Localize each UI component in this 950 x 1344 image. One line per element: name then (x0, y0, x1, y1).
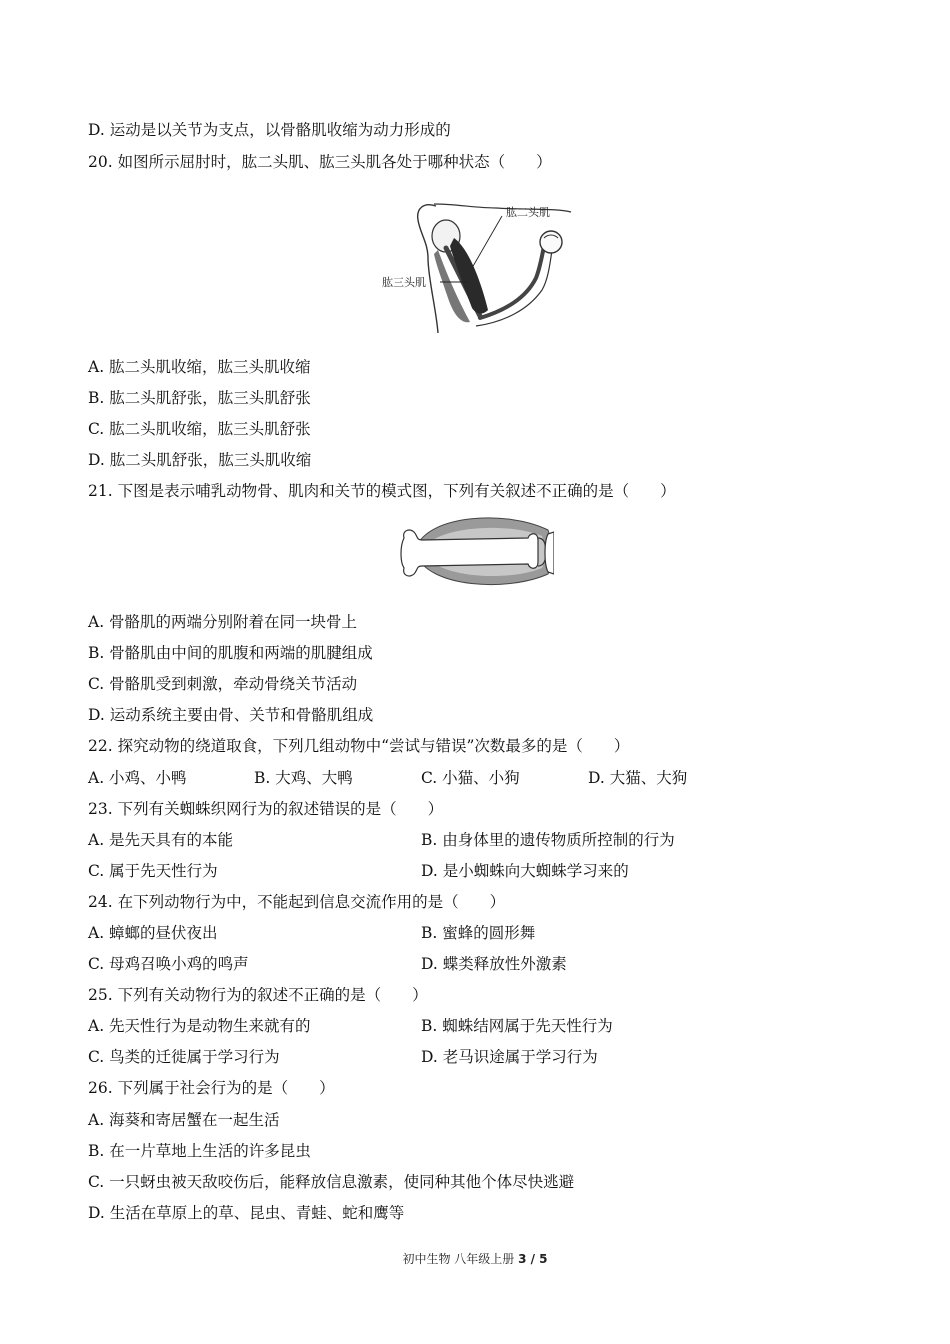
label-biceps: 肱二头肌 (506, 206, 550, 219)
q26-option-c: C. 一只蚜虫被天敌咬伤后，能释放信息激素，使同种其他个体尽快逃避 (88, 1173, 575, 1191)
q26-stem: 26. 下列属于社会行为的是（ ） (88, 1079, 335, 1097)
q21-option-a: A. 骨骼肌的两端分别附着在同一块骨上 (88, 613, 358, 631)
q24-stem: 24. 在下列动物行为中，不能起到信息交流作用的是（ ） (88, 893, 506, 911)
q25-option-b: B. 蜘蛛结网属于先天性行为 (421, 1017, 613, 1035)
q19-option-d: D. 运动是以关节为支点，以骨骼肌收缩为动力形成的 (88, 121, 451, 139)
bone-muscle-joint-figure (398, 508, 554, 594)
q21-option-c: C. 骨骼肌受到刺激，牵动骨绕关节活动 (88, 675, 358, 693)
q20-option-a: A. 肱二头肌收缩，肱三头肌收缩 (88, 358, 311, 376)
q22-option-c: C. 小猫、小狗 (421, 769, 520, 787)
q23-stem: 23. 下列有关蜘蛛织网行为的叙述错误的是（ ） (88, 800, 444, 818)
q22-option-d: D. 大猫、大狗 (588, 769, 688, 787)
q23-option-a: A. 是先天具有的本能 (88, 831, 234, 849)
q24-option-c: C. 母鸡召唤小鸡的鸣声 (88, 955, 249, 973)
q20-option-c: C. 肱二头肌收缩，肱三头肌舒张 (88, 420, 311, 438)
q25-stem: 25. 下列有关动物行为的叙述不正确的是（ ） (88, 986, 428, 1004)
q23-option-b: B. 由身体里的遗传物质所控制的行为 (421, 831, 675, 849)
page-footer (0, 1250, 950, 1267)
q25-option-c: C. 鸟类的迁徙属于学习行为 (88, 1048, 280, 1066)
q22-option-b: B. 大鸡、大鸭 (254, 769, 353, 787)
q20-stem: 20. 如图所示屈肘时，肱二头肌、肱三头肌各处于哪种状态（ ） (88, 153, 552, 171)
q23-option-c: C. 属于先天性行为 (88, 862, 218, 880)
q20-option-b: B. 肱二头肌舒张，肱三头肌舒张 (88, 389, 311, 407)
page-number: 3 / 5 (518, 1252, 548, 1266)
label-triceps: 肱三头肌 (382, 276, 426, 289)
q24-option-b: B. 蜜蜂的圆形舞 (421, 924, 536, 942)
q21-option-b: B. 骨骼肌由中间的肌腹和两端的肌腱组成 (88, 644, 373, 662)
q20-option-d: D. 肱二头肌舒张，肱三头肌收缩 (88, 451, 312, 469)
arm-flexion-figure (376, 198, 576, 338)
q26-option-b: B. 在一片草地上生活的许多昆虫 (88, 1142, 311, 1160)
footer-subject: 初中生物 八年级上册 (402, 1252, 519, 1266)
q25-option-a: A. 先天性行为是动物生来就有的 (88, 1017, 311, 1035)
q25-option-d: D. 老马识途属于学习行为 (421, 1048, 598, 1066)
q26-option-d: D. 生活在草原上的草、昆虫、青蛙、蛇和鹰等 (88, 1204, 405, 1222)
q24-option-d: D. 蝶类释放性外激素 (421, 955, 567, 973)
q24-option-a: A. 蟑螂的昼伏夜出 (88, 924, 218, 942)
q21-option-d: D. 运动系统主要由骨、关节和骨骼肌组成 (88, 706, 374, 724)
q26-option-a: A. 海葵和寄居蟹在一起生活 (88, 1111, 280, 1129)
q23-option-d: D. 是小蜘蛛向大蜘蛛学习来的 (421, 862, 629, 880)
q21-stem: 21. 下图是表示哺乳动物骨、肌肉和关节的模式图，下列有关叙述不正确的是（ ） (88, 482, 676, 500)
q22-option-a: A. 小鸡、小鸭 (88, 769, 187, 787)
q22-stem: 22. 探究动物的绕道取食，下列几组动物中“尝试与错误”次数最多的是（ ） (88, 737, 630, 755)
